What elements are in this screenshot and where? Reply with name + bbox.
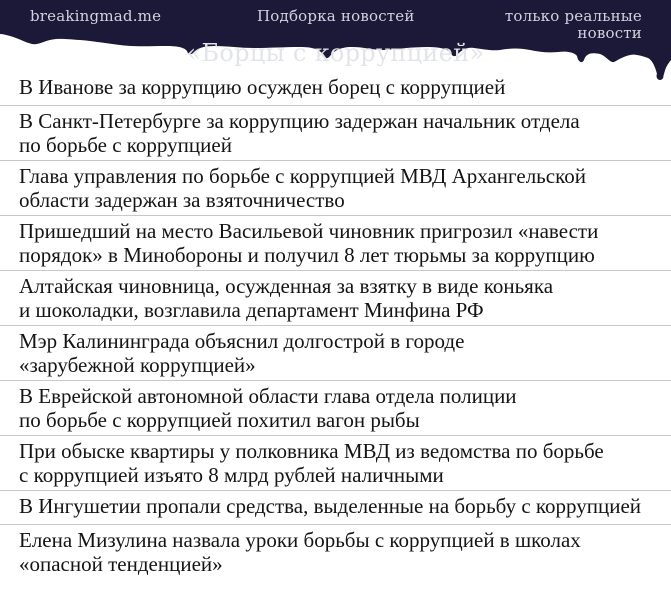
header-banner bbox=[0, 0, 671, 80]
site-name: breakingmad.me bbox=[30, 7, 162, 25]
news-item: При обыске квартиры у полковника МВД из ведомства по борьбе с коррупцией изъято 8 млрд рублей наличными bbox=[0, 436, 671, 491]
news-item: Мэр Калининграда объяснил долгострой в городе «зарубежной коррупцией» bbox=[0, 326, 671, 381]
news-item: В Санкт-Петербурге за коррупцию задержан начальник отдела по борьбе с коррупцией bbox=[0, 106, 671, 161]
news-item: В Иванове за коррупцию осужден борец с коррупцией bbox=[0, 72, 671, 106]
section-label: Подборка новостей bbox=[257, 7, 415, 25]
news-item: Елена Мизулина назвала уроки борьбы с коррупцией в школах «опасной тенденцией» bbox=[19, 528, 581, 576]
page-title: «Борцы с коррупцией» bbox=[186, 39, 485, 67]
news-item: Пришедший на место Васильевой чиновник пригрозил «навести порядок» в Минобороны и получил 8 лет тюрьмы за коррупцию bbox=[0, 216, 671, 271]
tagline: только реальные новости bbox=[504, 7, 642, 42]
news-item: В Ингушетии пропали средства, выделенные на борьбу с коррупцией bbox=[0, 491, 671, 525]
news-item: Глава управления по борьбе с коррупцией МВД Архангельской области задержан за взяточничество bbox=[0, 161, 671, 216]
news-item: Алтайская чиновница, осужденная за взятку в виде коньяка и шоколадки, возглавила департамент Минфина РФ bbox=[0, 271, 671, 326]
news-list bbox=[0, 72, 671, 580]
news-item: В Еврейской автономной области глава отдела полиции по борьбе с коррупцией похитил вагон рыбы bbox=[0, 381, 671, 436]
